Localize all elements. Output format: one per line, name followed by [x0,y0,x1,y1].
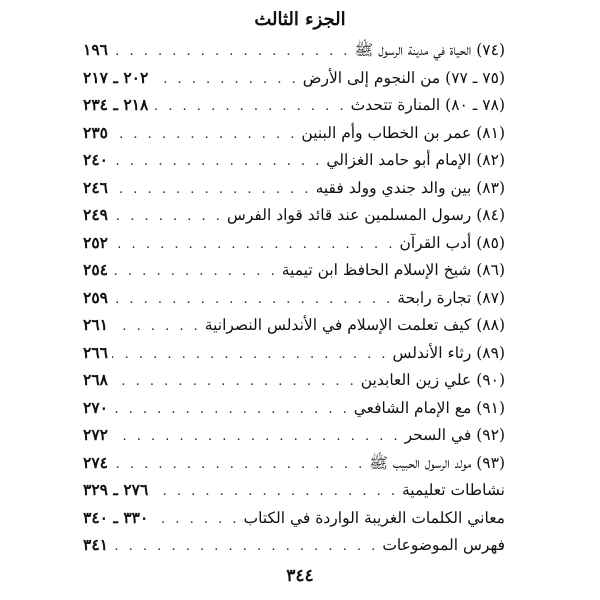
toc-entry-title: (٨٥) أدب القرآن [399,233,505,252]
toc-entry-pages: ٢٤٦ [83,177,108,197]
dot-leader [112,176,312,204]
dot-leader [112,203,223,231]
toc-row [83,119,505,147]
dot-leader [112,121,297,149]
toc-row [83,449,505,477]
toc-row [83,146,505,174]
toc-entry-pages: ٣٤١ [83,535,108,554]
dot-leader [112,286,393,314]
toc-entry-title: (٨٢) الإمام أبو حامد الغزالي [326,151,505,169]
toc-entry-pages: ٢٥٩ [83,287,108,307]
toc-entry-pages: ٢٥٢ [83,232,108,252]
dot-leader [112,451,365,479]
toc-entry-title: (٨٤) رسول المسلمين عند قائد قواد الفرس [226,206,505,224]
toc-row [83,476,505,504]
toc-row [83,311,505,339]
toc-entry-title: (٧٥ ـ ٧٧) من النجوم إلى الأرض [302,68,505,87]
toc-row [83,64,505,92]
toc-row [83,394,505,422]
dot-leader [112,231,395,259]
toc-entry-title: (٨٣) بين والد جندي وولد فقيه [315,178,505,197]
dot-leader [112,396,350,424]
toc-entry-pages: ٢٧٠ [83,397,108,417]
dot-leader [152,93,346,121]
toc-entry-title: (٨١) عمر بن الخطاب وأم البنين [301,123,505,142]
dot-leader [112,533,378,561]
dot-leader [112,341,389,369]
toc-entry-pages: ٢٤٠ [83,150,108,169]
dot-leader [112,148,322,176]
dot-leader [112,423,401,451]
toc-entry-pages: ٢٣٥ [83,122,108,142]
toc-entry-pages: ٢٧٦ ـ ٣٢٩ [83,480,149,499]
toc-entry-pages: ٢٦٨ [83,370,108,389]
toc-entry-title: (٩٠) علي زين العابدين [360,371,505,389]
toc-entry-pages: ٢٧٢ [83,425,108,444]
toc-entry-pages: ٢٠٢ ـ ٢١٧ [83,67,149,87]
section-heading: الجزء الثالث [254,9,346,30]
toc-entry-pages: ٢٥٤ [83,260,108,279]
toc-entry-title: (٩٢) في السحر [404,426,505,444]
toc-entry-pages: ٢١٨ ـ ٢٣٤ [83,95,149,114]
toc-entry-title: (٩١) مع الإمام الشافعي [353,398,505,417]
dot-leader [152,66,298,94]
toc-entry-title: (٧٤) الحياة في مدينة الرسول ﷺ [354,41,505,59]
toc-entry-title: (٨٧) تجارة رابحة [397,288,505,307]
dot-leader [112,258,278,286]
toc-entry-title: (٨٨) كيف تعلمت الإسلام في الأندلس النصرانية [204,316,505,334]
toc-row [83,421,505,449]
toc-entry-pages: ٣٣٠ ـ ٣٤٠ [83,507,149,527]
toc-entry-pages: ٢٧٤ [83,452,108,472]
toc-entry-pages: ٢٤٩ [83,205,108,224]
toc-entry-pages: ٢٦١ [83,315,108,334]
dot-leader [152,506,239,534]
dot-leader [112,38,351,66]
table-of-contents [83,36,505,559]
toc-row [83,174,505,202]
toc-entry-title: (٨٩) رثاء الأندلس [392,343,505,362]
toc-row [83,36,505,64]
toc-row [83,531,505,559]
toc-row [83,91,505,119]
toc-row [83,339,505,367]
toc-row [83,201,505,229]
toc-row [83,229,505,257]
toc-entry-title: فهرس الموضوعات [382,536,505,554]
toc-entry-title: نشاطات تعليمية [402,481,505,499]
toc-entry-title: (٩٣) مولد الرسول الحبيب ﷺ [369,453,505,472]
toc-entry-title: معاني الكلمات الغريبة الواردة في الكتاب [243,508,505,527]
toc-entry-title: (٧٨ ـ ٨٠) المنارة تتحدث [350,96,505,114]
toc-row [83,366,505,394]
dot-leader [112,313,201,341]
toc-entry-pages: ١٩٦ [83,40,108,59]
toc-row [83,284,505,312]
toc-entry-pages: ٢٦٦ [83,342,108,362]
dot-leader [112,368,357,396]
dot-leader [152,478,398,506]
toc-row [83,256,505,284]
toc-row [83,504,505,532]
toc-entry-title: (٨٦) شيخ الإسلام الحافظ ابن تيمية [281,261,505,279]
page-number: ٣٤٤ [286,566,314,586]
